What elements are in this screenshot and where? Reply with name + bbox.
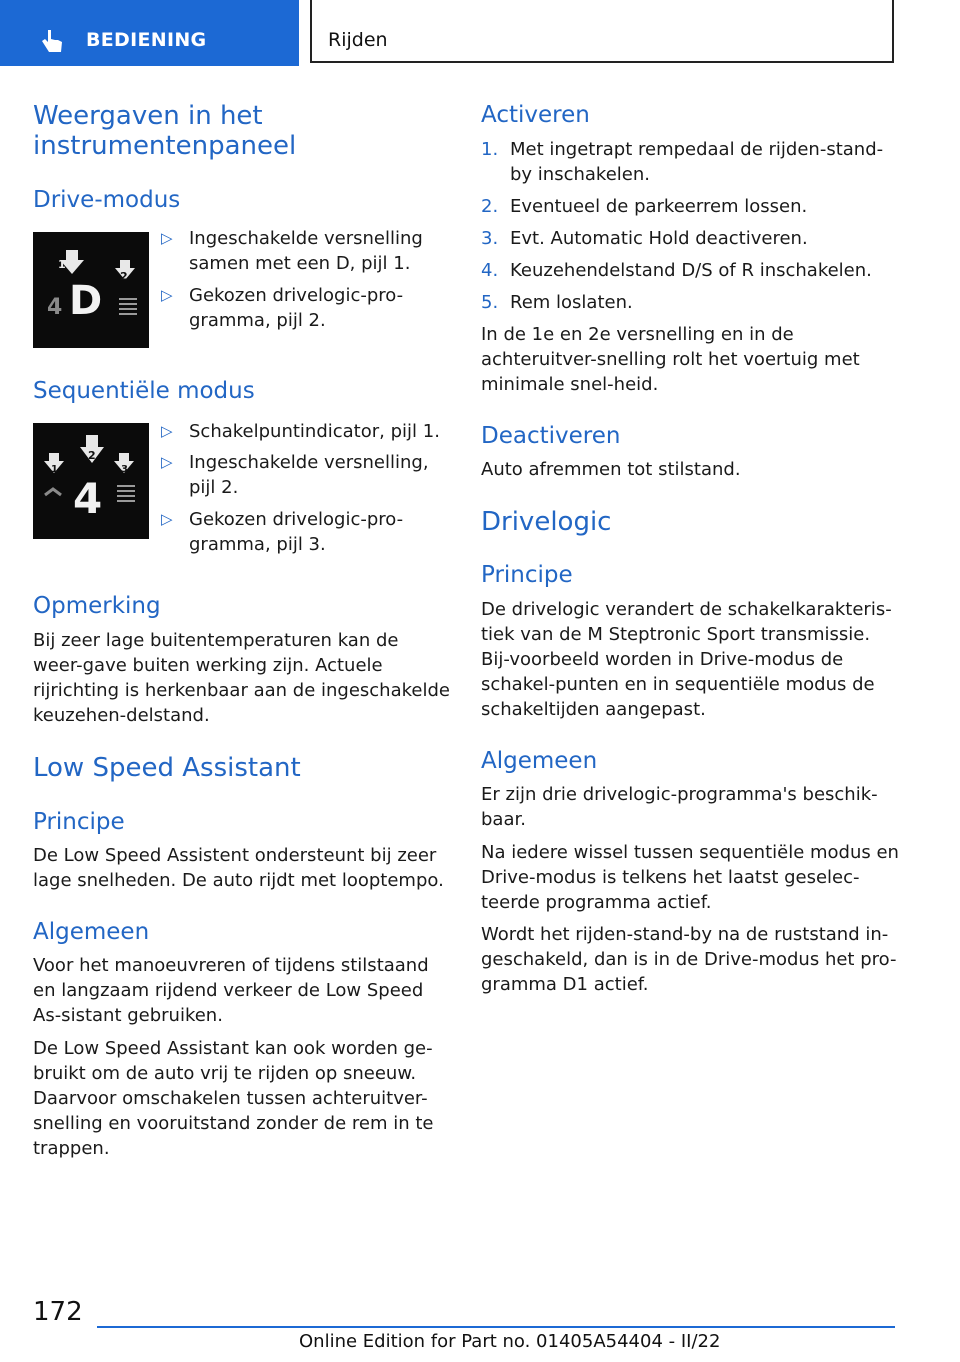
footer-divider (97, 1326, 895, 1328)
gear-big-label: D (69, 278, 103, 324)
page-header (0, 0, 960, 66)
triangle-bullet-icon: ▷ (161, 453, 173, 471)
triangle-bullet-icon: ▷ (161, 510, 173, 528)
list-item: 5. Rem loslaten. (481, 292, 633, 313)
deactivate-text: Auto afremmen tot stilstand. (481, 459, 741, 480)
triangle-bullet-icon: ▷ (161, 286, 173, 304)
arrow-3-label: 3 (121, 464, 128, 475)
heading-general-drivelogic: Algemeen (481, 748, 598, 774)
list-item: ▷ Ingeschakelde versnelling samen met een D, pijl 1. (161, 228, 423, 274)
activate-text: In de 1e en 2e versnelling en in de achteruitver-snelling rolt het voertuig met minimale snel-heid. (481, 324, 860, 395)
drivelogic-principle-text: De drivelogic verandert de schakelkarakteris-tiek van de M Steptronic Sport transmissie. Bij-voorbeeld worden in Drive-modus de schakel-punten en in sequentiële modus de schakeltijden aangepast. (481, 599, 892, 720)
chapter-box (310, 0, 894, 63)
list-item: ▷ Gekozen drivelogic-pro-gramma, pijl 2. (161, 285, 404, 331)
heading-displays: Weergaven in het instrumentenpaneel (33, 101, 297, 161)
gear-big-label: 4 (73, 474, 103, 523)
heading-drive-mode: Drive-modus (33, 187, 181, 213)
list-item: ▷ Ingeschakelde versnelling, pijl 2. (161, 452, 429, 498)
heading-note: Opmerking (33, 593, 161, 619)
chapter-title: Rijden (328, 29, 388, 51)
list-item: 1. Met ingetrapt rempedaal de rijden-stand-by inschakelen. (481, 139, 884, 185)
list-item: 3. Evt. Automatic Hold deactiveren. (481, 228, 808, 249)
arrow-1-label: 1 (51, 464, 58, 475)
triangle-bullet-icon: ▷ (161, 422, 173, 440)
heading-principle-drivelogic: Principe (481, 562, 573, 588)
drivelogic-general-text-2: Na iedere wissel tussen sequentiële modus en Drive-modus is telkens het laatst geselec-teerde programma actief. (481, 842, 899, 913)
drivelogic-general-text-3: Wordt het rijden-stand-by na de ruststand in-geschakeld, dan is in de Drive-modus het pro-gramma D1 actief. (481, 924, 897, 995)
program-bars-icon (119, 298, 137, 315)
shift-indicator-icon (45, 489, 61, 495)
heading-principle: Principe (33, 809, 125, 835)
footer-edition: Online Edition for Part no. 01405A54404 - II/22 (299, 1331, 721, 1352)
arrow-2-label: 2 (88, 449, 96, 462)
drive-mode-display-figure (33, 232, 149, 348)
triangle-bullet-icon: ▷ (161, 229, 173, 247)
heading-low-speed-assistant: Low Speed Assistant (33, 753, 301, 783)
list-item: 2. Eventueel de parkeerrem lossen. (481, 196, 808, 217)
arrow-2-label: 2 (120, 270, 128, 283)
list-item: ▷ Gekozen drivelogic-pro-gramma, pijl 3. (161, 509, 404, 555)
gear-small-label: 4 (47, 295, 63, 320)
heading-drivelogic: Drivelogic (481, 507, 612, 537)
sequential-mode-display-figure (33, 423, 149, 539)
principle-text: De Low Speed Assistent ondersteunt bij zeer lage snelheden. De auto rijdt met looptempo. (33, 845, 444, 891)
note-text: Bij zeer lage buitentemperaturen kan de weer-gave buiten werking zijn. Actuele rijrichting is herkenbaar aan de ingeschakelde keuzehen-delstand. (33, 630, 450, 726)
heading-general: Algemeen (33, 919, 150, 945)
program-bars-icon (117, 485, 135, 502)
heading-activate: Activeren (481, 102, 590, 128)
list-item: ▷ Schakelpuntindicator, pijl 1. (161, 421, 440, 442)
page-number: 172 (33, 1297, 83, 1327)
heading-sequential-mode: Sequentiële modus (33, 378, 255, 404)
list-item: 4. Keuzehendelstand D/S of R inschakelen. (481, 260, 872, 281)
section-tab (0, 0, 299, 66)
drivelogic-general-text-1: Er zijn drie drivelogic-programma's beschik-baar. (481, 784, 878, 830)
general-text-2: De Low Speed Assistant kan ook worden ge-bruikt om de auto vrij te rijden op sneeuw. Daarvoor omschakelen tussen achteruitver-snelling en vooruitstand zonder de rem in te trappen. (33, 1038, 434, 1159)
section-title: BEDIENING (86, 29, 207, 51)
hand-pointer-icon (40, 28, 64, 54)
arrow-1-label: 1 (58, 258, 66, 271)
general-text-1: Voor het manoeuvreren of tijdens stilstaand en langzaam rijdend verkeer de Low Speed As-sistant gebruiken. (33, 955, 429, 1026)
heading-deactivate: Deactiveren (481, 423, 621, 449)
